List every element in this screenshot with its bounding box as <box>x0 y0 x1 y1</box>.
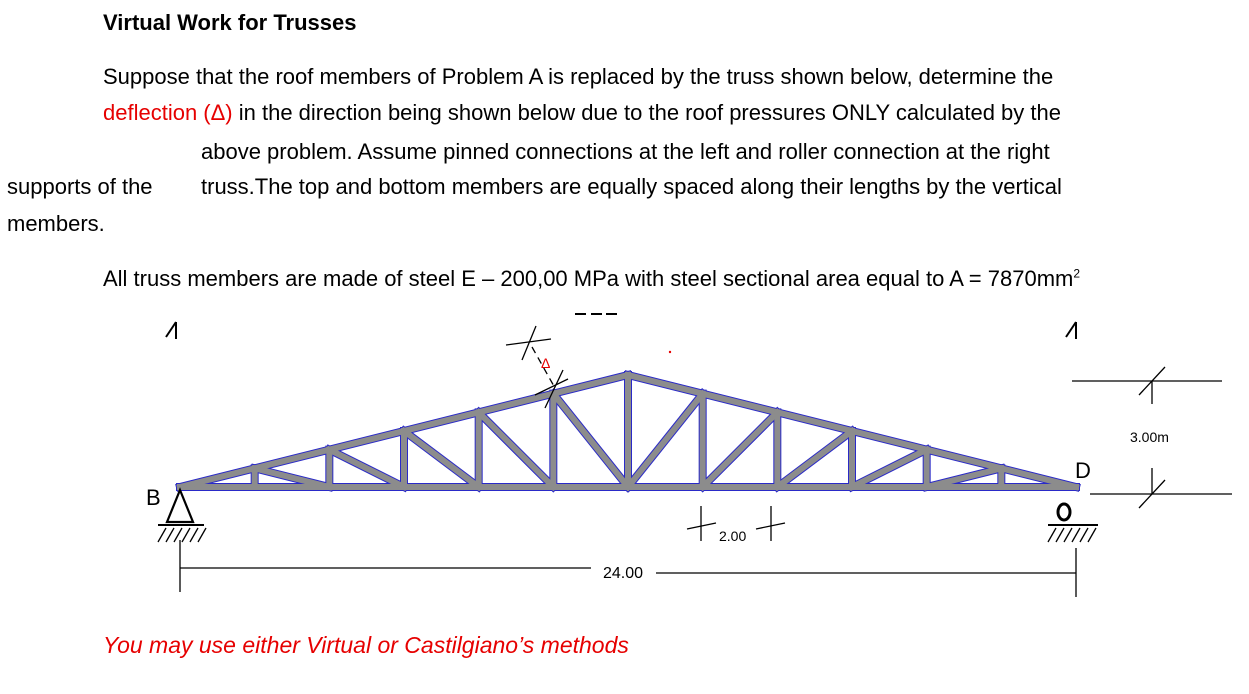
document-heading: Virtual Work for Trusses <box>103 10 357 35</box>
node-label-D: D <box>1075 458 1091 483</box>
diagonal-member <box>404 431 479 487</box>
span-dimension-label: 24.00 <box>603 565 644 582</box>
diagonal-member <box>628 394 703 487</box>
deflection-term: deflection (Δ) <box>103 100 233 125</box>
pin-support-B <box>158 490 206 542</box>
diagonal-member <box>703 412 778 487</box>
problem-line-4b: truss.The top and bottom members are equally spaced along their lengths by the vertical <box>201 174 1062 199</box>
panel-dimension-label: 2.00 <box>719 528 747 544</box>
problem-line-1: Suppose that the roof members of Problem A is replaced by the truss shown below, determine the <box>103 64 1054 89</box>
height-dimension-label: 3.00m <box>1130 429 1169 445</box>
problem-line-4a: supports of the <box>7 174 153 199</box>
material-text: All truss members are made of steel E – 200,00 MPa with steel sectional area equal to A = 7870mm <box>103 266 1074 291</box>
delta-label: Δ <box>541 355 551 371</box>
partial-mark-right <box>1066 322 1076 339</box>
problem-line-3: above problem. Assume pinned connections at the left and roller connection at the right <box>201 139 1050 164</box>
diagonal-member <box>553 394 628 487</box>
truss-members <box>180 375 1076 487</box>
material-superscript: 2 <box>1073 266 1081 281</box>
diagonal-member <box>329 450 404 487</box>
partial-mark-left <box>166 322 176 339</box>
roller-support-D <box>1048 504 1098 542</box>
node-label-B: B <box>146 485 161 510</box>
diagonal-member <box>852 450 927 487</box>
diagonal-member <box>777 431 852 487</box>
diagonal-member <box>479 412 554 487</box>
red-dot <box>669 351 671 353</box>
methods-note: You may use either Virtual or Castilgiano’s methods <box>103 632 629 658</box>
problem-line-5: members. <box>7 211 105 236</box>
problem-line-2-rest: in the direction being shown below due to the roof pressures ONLY calculated by the <box>232 100 1061 125</box>
